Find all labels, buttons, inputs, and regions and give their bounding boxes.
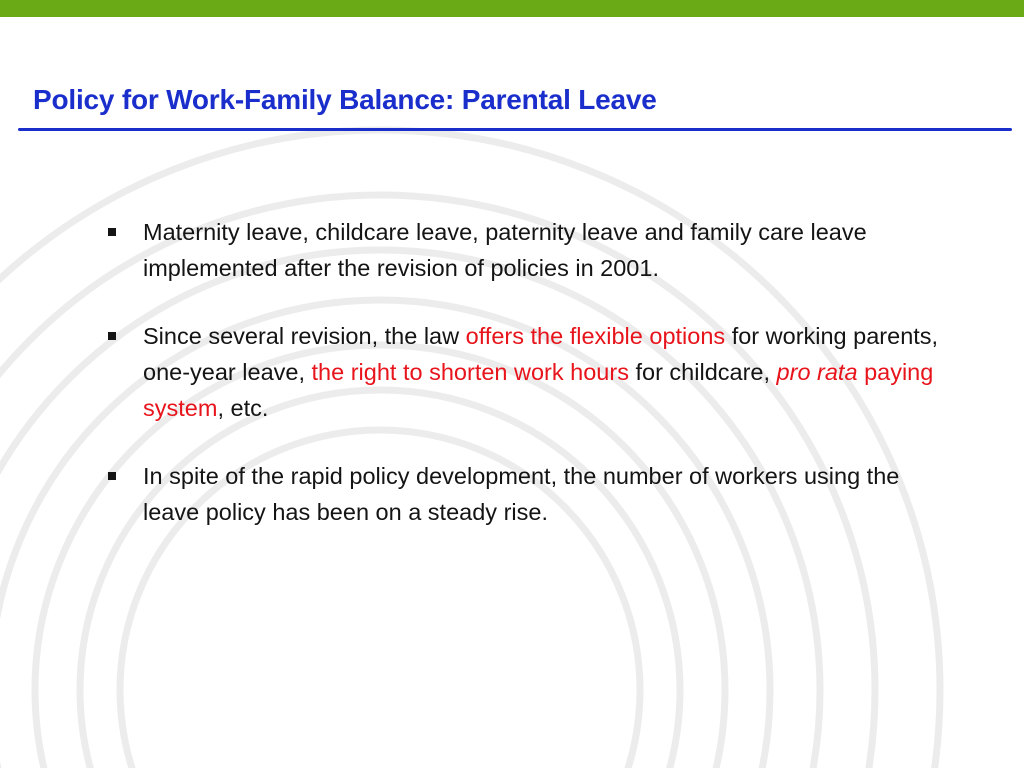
bullet-text: In spite of the rapid policy development, the number of workers using the leave policy has been on a steady rise. xyxy=(143,463,900,525)
bullet-text: , etc. xyxy=(217,395,269,421)
slide-title: Policy for Work-Family Balance: Parental Leave xyxy=(33,84,657,115)
bullet-item-3 xyxy=(108,458,958,530)
highlighted-italic-text: pro rata xyxy=(776,359,858,385)
highlighted-text: the right to shorten work hours xyxy=(311,359,629,385)
square-bullet-icon xyxy=(108,228,116,236)
title-underline-rule xyxy=(18,128,1012,131)
square-bullet-icon xyxy=(108,332,116,340)
bullet-text: Since several revision, the law xyxy=(143,323,466,349)
bullet-text: for childcare, xyxy=(628,359,777,385)
highlighted-text: paying system xyxy=(143,359,934,421)
bullet-list xyxy=(108,214,958,562)
bullet-item-1 xyxy=(108,214,958,286)
bullet-item-2 xyxy=(108,318,958,426)
square-bullet-icon xyxy=(108,472,116,480)
bullet-text: Maternity leave, childcare leave, paternity leave and family care leave implemented after the revision of policies in 2001. xyxy=(143,219,867,281)
highlighted-text: offers the flexible options xyxy=(465,323,726,349)
bullet-text: for working parents, one-year leave, xyxy=(143,323,939,385)
